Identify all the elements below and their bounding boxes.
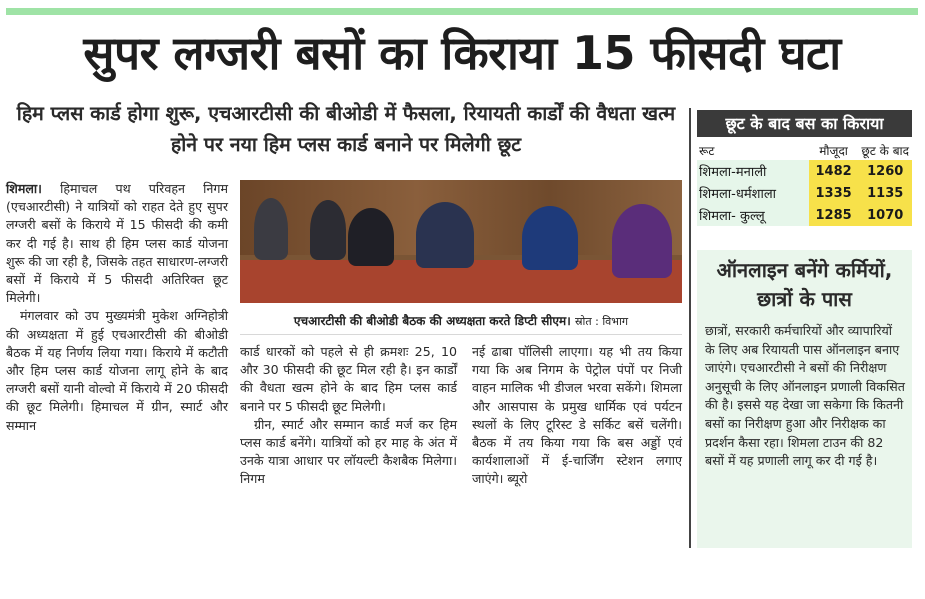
fare-table-header xyxy=(697,140,912,160)
fare-after: 1135 xyxy=(858,182,912,204)
photo-person xyxy=(254,198,288,260)
article-column-2 xyxy=(240,343,457,489)
article-paragraph: शिमला। हिमाचल पथ परिवहन निगम (एचआरटीसी) ने यात्रियों को राहत देते हुए सुपर लग्जरी बसों के किराये में 15 फीसदी की कमी कर दी गई है। साथ ही हिम प्लस कार्ड योजना शुरू की जा रही है, जिसके तहत साधारण-लग्जरी बसों में किराये में 5 फीसदी अतिरिक्त छूट मिलेगी। xyxy=(6,181,228,306)
column-divider xyxy=(689,108,691,548)
dateline: शिमला। xyxy=(6,181,42,196)
fare-header-after: छूट के बाद xyxy=(861,143,910,158)
headline: सुपर लग्जरी बसों का किराया 15 फीसदी घटा xyxy=(83,26,841,80)
article-paragraph: मंगलवार को उप मुख्यमंत्री मुकेश अग्निहोत्री की अध्यक्षता में हुई एचआरटीसी की बीओडी बैठक में यह निर्णय लिया गया। किराये में कटौती और हिम प्लस कार्ड योजना लागू होने के बाद लग्जरी बसों यानी वोल्वो में किराये में 20 फीसदी की छूट मिलेगी। हिमाचल में ग्रीन, स्मार्ट और सम्मान xyxy=(6,308,228,433)
fare-box xyxy=(697,110,912,226)
fare-header-current: मौजूदा xyxy=(819,143,848,158)
fare-after: 1070 xyxy=(858,204,912,226)
photo-person xyxy=(310,200,346,260)
photo-person xyxy=(612,204,672,278)
fare-header-route: रूट xyxy=(699,143,715,158)
online-box-body xyxy=(705,322,905,471)
fare-route: शिमला-धर्मशाला xyxy=(697,182,809,204)
online-pass-box xyxy=(697,250,912,548)
fare-route: शिमला- कुल्लू xyxy=(697,204,809,226)
fare-table xyxy=(697,140,912,226)
fare-row xyxy=(697,160,912,182)
photo-person xyxy=(416,202,474,268)
fare-current: 1482 xyxy=(809,160,859,182)
article-paragraph: ग्रीन, स्मार्ट और सम्मान कार्ड मर्ज कर हिम प्लस कार्ड बनेंगे। यात्रियों को हर माह के अंत में उनके यात्रा आधार पर लॉयल्टी कैशबैक मिलेगा। निगम xyxy=(240,416,457,487)
fare-box-title: छूट के बाद बस का किराया xyxy=(697,110,912,137)
online-box-title: ऑनलाइन बनेंगे कर्मियों, छात्रों के पास xyxy=(716,258,893,311)
article-paragraph: कार्ड धारकों को पहले से ही क्रमशः 25, 10 और 30 फीसदी की छूट मिल रही है। इन कार्डों की वैधता खत्म होने के बाद हिम प्लस कार्ड बनाने पर 5 फीसदी छूट मिलेगी। xyxy=(240,344,457,414)
photo-source: स्रोत : विभाग xyxy=(574,315,629,328)
fare-current: 1335 xyxy=(809,182,859,204)
fare-after: 1260 xyxy=(858,160,912,182)
meeting-photo xyxy=(240,180,682,303)
top-rule xyxy=(6,8,918,15)
photo-person xyxy=(348,208,394,266)
fare-row xyxy=(697,182,912,204)
fare-current: 1285 xyxy=(809,204,859,226)
photo-caption: एचआरटीसी की बीओडी बैठक की अध्यक्षता करते डिप्टी सीएम। स्रोत : विभाग xyxy=(240,308,682,335)
fare-route: शिमला-मनाली xyxy=(697,160,809,182)
fare-row xyxy=(697,204,912,226)
photo-person xyxy=(522,206,578,270)
article-column-3 xyxy=(472,343,682,489)
article-paragraph: नई ढाबा पॉलिसी लाएगा। यह भी तय किया गया कि अब निगम के पेट्रोल पंपों पर निजी वाहन मालिक भी डीजल भरवा सकेंगे। शिमला और आसपास के प्रमुख धार्मिक एवं पर्यटन स्थलों के लिए टूरिस्ट डे सर्किट बसें चलेंगी। बैठक में तय किया गया कि बस अड्डों एवं कार्यशालाओं में ई-चार्जिंग स्टेशन लगाए जाएंगे। ब्यूरो xyxy=(472,344,682,487)
online-box-paragraph: छात्रों, सरकारी कर्मचारियों और व्यापारियों के लिए अब रियायती पास ऑनलाइन बनाए जाएंगे। एचआरटीसी ने बसों की निरीक्षण अनुसूची के लिए ऑनलाइन प्रणाली विकसित की है। इससे यह देखा जा सकेगा कि कितनी बसों का निरीक्षण हुआ और निरीक्षक का प्रदर्शन कैसा रहा। शिमला टाउन की 82 बसों में यह प्रणाली लागू कर दी गई है। xyxy=(705,323,905,469)
article-column-1 xyxy=(6,180,228,435)
subheadline: हिम प्लस कार्ड होगा शुरू, एचआरटीसी की बीओडी में फैसला, रियायती कार्डों की वैधता खत्म होने पर नया हिम प्लस कार्ड बनाने पर मिलेगी छूट xyxy=(16,102,676,156)
